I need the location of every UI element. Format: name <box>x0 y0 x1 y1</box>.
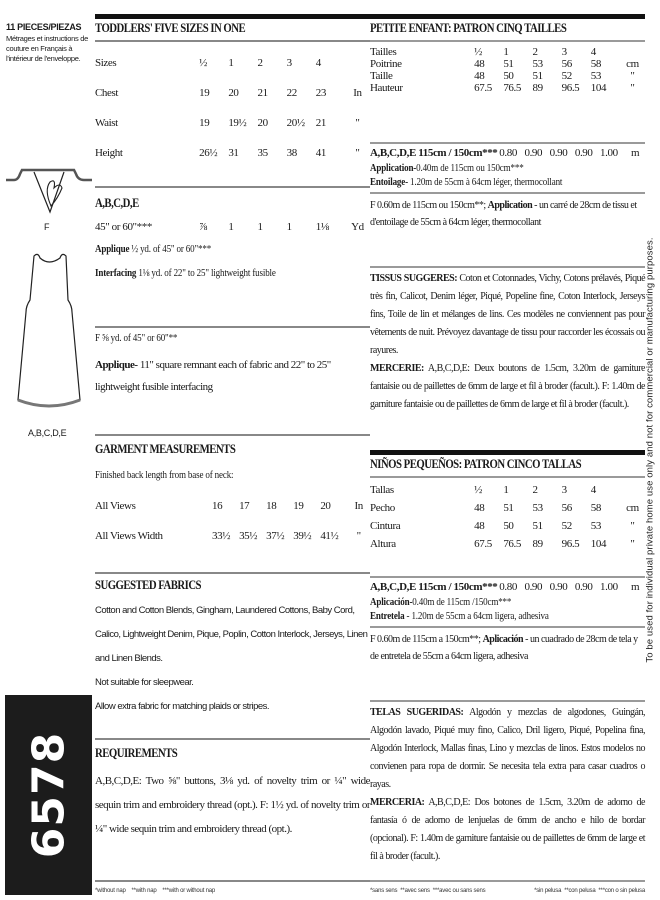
french-fabric-table <box>370 147 645 159</box>
table-row: A,B,C,D,E 115cm / 150cm*** 0.80 0.90 0.90 0.90 1.00 m <box>370 147 640 159</box>
table-row: Hauteur 67.5 76.5 89 96.5 104 " <box>370 82 635 94</box>
table-row: All Views Width 33½ 35½ 37½ 39½ 41½ " <box>95 530 361 542</box>
garment-table <box>95 491 370 551</box>
spanish-fabric-table <box>370 581 645 593</box>
english-column <box>95 14 370 894</box>
table-row: Pecho 48 51 53 56 58 cm <box>370 502 639 514</box>
view-f-applique: Applique- 11" square remnant each of fabric and 22" to 25" lightweight fusible interfacing <box>95 359 331 393</box>
abcde-fabric-table <box>95 221 370 233</box>
divider <box>370 142 645 144</box>
view-f-heading: F ⅝ yd. of 45" or 60"** <box>95 332 178 344</box>
fabrics-heading: SUGGESTED FABRICS <box>95 578 202 592</box>
spanish-entretela-line: Entretela - 1.20m de 55cm a 64cm ligera, adhesiva <box>370 610 549 622</box>
garment-subheading: Finished back length from base of neck: <box>95 469 234 481</box>
french-footnotes: *sans sens **avec sens ***avec ou sans sens <box>370 888 486 894</box>
french-sizes-table <box>370 46 645 94</box>
divider <box>370 14 645 19</box>
view-f-illustration <box>4 160 92 218</box>
divider <box>370 450 645 455</box>
section-title-spanish: NIÑOS PEQUEÑOS: PATRON CINCO TALLAS <box>370 457 582 471</box>
divider <box>95 434 370 436</box>
table-row: Chest 19 20 21 22 23 In <box>95 87 362 99</box>
view-abcde-dress-illustration <box>14 250 84 420</box>
divider <box>95 186 370 188</box>
table-row: Taille 48 50 51 52 53 " <box>370 70 635 82</box>
french-view-f-line: F 0.60m de 115cm ou 150cm**; Application - un carré de 28cm de tissu et d'entoilage de 55cm à 64cm léger, thermocollant <box>370 200 637 228</box>
sleepwear-note: Not suitable for sleepwear. <box>95 677 194 688</box>
table-row: Tailles ½ 1 2 3 4 <box>370 46 596 58</box>
french-instructions-note: Métrages et instructions de couture en Français à l'intérieur de l'enveloppe. <box>6 34 88 63</box>
left-panel <box>0 0 92 900</box>
divider <box>370 700 645 702</box>
interfacing-line: Interfacing 1⅛ yd. of 22" to 25" lightweight fusible <box>95 267 276 279</box>
table-row: Cintura 48 50 51 52 53 " <box>370 520 635 532</box>
divider <box>370 266 645 268</box>
spanish-telas: TELAS SUGERIDAS: Algodón y mezclas de algodones, Guingán, Algodón lavado, Piqué muy fino, Calico, Dril ligero, Piqué, Popelina fina, Algodón Interlock, Mallas finas, Lino y mezclas de linos. Estos modelos no convienen para ropa de dormir. Se necesita tela extra para casar cuadros o rayas. <box>370 707 645 790</box>
spanish-yardage-section <box>370 576 645 665</box>
suggested-fabrics-section <box>95 572 370 719</box>
pattern-number-block <box>5 695 92 895</box>
vertical-usage-notice: To be used for individual private home use only and not for commercial or manufacturing purposes. <box>644 237 656 663</box>
requirements-text: A,B,C,D,E: Two ⅝" buttons, 3⅛ yd. of novelty trim or ¼" wide sequin trim and embroidery thread (opt.). F: 1½ yd. of novelty trim or ¼" wide sequin trim and embroidery thread (opt.). <box>95 775 370 835</box>
requirements-section <box>95 738 370 841</box>
section-title-french: PETITE ENFANT: PATRON CINQ TAILLES <box>370 21 567 35</box>
table-row: Waist 19 19½ 20 20½ 21 " <box>95 117 360 129</box>
divider <box>370 576 645 578</box>
divider <box>370 880 645 882</box>
divider <box>95 40 370 42</box>
spanish-sizes-table <box>370 481 645 553</box>
fabrics-text: Cotton and Cotton Blends, Gingham, Laundered Cottons, Baby Cord, Calico, Lightweight Denim, Pique, Poplin, Cotton Interlock, Jerseys, Linen and Linen Blends. <box>95 605 368 664</box>
requirements-heading: REQUIREMENTS <box>95 746 178 760</box>
applique-line: Applique ½ yd. of 45" or 60"*** <box>95 243 212 255</box>
garment-heading: GARMENT MEASUREMENTS <box>95 442 236 456</box>
table-row: A,B,C,D,E 115cm / 150cm*** 0.80 0.90 0.90 0.90 1.00 m <box>370 581 640 593</box>
english-sizes-table <box>95 48 370 168</box>
view-f-yardage-section <box>95 326 370 398</box>
plaids-note: Allow extra fabric for matching plaids or stripes. <box>95 701 270 712</box>
table-row: Height 26½ 31 35 38 41 " <box>95 147 360 159</box>
divider <box>370 476 645 478</box>
divider <box>370 626 645 628</box>
spanish-fabrics-section <box>370 700 645 866</box>
divider <box>370 192 645 194</box>
table-row: All Views 16 17 18 19 20 In <box>95 500 363 512</box>
abcde-heading: A,B,C,D,E <box>95 196 139 210</box>
table-row: 45" or 60"*** ⅞ 1 1 1 1⅛ Yd <box>95 221 364 233</box>
french-fabrics-section <box>370 266 645 414</box>
french-spanish-footnotes <box>370 880 645 894</box>
english-footnotes: *without nap **with nap ***with or without nap <box>95 880 370 894</box>
divider <box>95 14 370 19</box>
french-mercerie: MERCERIE: A,B,C,D,E: Deux boutons de 1.5cm, 3.20m de garniture fantaisie ou de paillettes de 6mm de large et fil à broder (facult.). F: 1.40m de garniture fantaisie ou de paillettes de 6mm de large et fil à broder (facult.). <box>370 363 645 410</box>
spanish-view-f-line: F 0.60m de 115cm a 150cm**; Aplicación - un cuadrado de 28cm de tela y de entretela de 55cm a 64cm ligera, adhesiva <box>370 634 638 662</box>
piece-count: 11 PIECES/PIEZAS <box>6 22 82 32</box>
view-abcde-label: A,B,C,D,E <box>28 428 67 438</box>
table-row: Poitrine 48 51 53 56 58 cm <box>370 58 639 70</box>
view-f-label: F <box>44 222 50 232</box>
pattern-number: 6578 <box>23 731 74 859</box>
spanish-aplicacion-line: Aplicación-0.40m de 115cm /150cm*** <box>370 596 512 608</box>
divider <box>95 572 370 574</box>
french-spanish-column <box>370 14 646 894</box>
spanish-footnotes: *sin pelusa **con pelusa ***con o sin pelusa <box>534 888 645 894</box>
garment-measurements-section <box>95 434 370 551</box>
table-row: Altura 67.5 76.5 89 96.5 104 " <box>370 538 635 550</box>
section-title-english: TODDLERS' FIVE SIZES IN ONE <box>95 21 246 35</box>
french-entoilage-line: Entoilage- 1.20m de 55cm à 64cm léger, thermocollant <box>370 176 563 188</box>
divider <box>95 326 370 328</box>
spanish-merceria: MERCERIA: A,B,C,D,E: Dos botones de 1.5cm, 3.20m de adorno de fantasía ó de adorno de lenjuelas de 6mm de ancho e hilo de bordar (opcional). F: 1.40m de garniture fantaisie ou de paillettes de 6mm de large et fil à broder (facult.). <box>370 797 645 862</box>
table-row: Sizes ½ 1 2 3 4 <box>95 57 321 69</box>
divider <box>95 880 370 882</box>
french-yardage-section <box>370 142 645 231</box>
divider <box>370 40 645 42</box>
spanish-section <box>370 450 645 553</box>
french-application-line: Application-0.40m de 115cm ou 150cm*** <box>370 162 524 174</box>
table-row: Tallas ½ 1 2 3 4 <box>370 484 596 496</box>
french-tissus: TISSUS SUGGERES: Coton et Cotonnades, Vichy, Cotons prélavés, Piqué très fin, Calicot, Denim léger, Piqué, Popeline fine, Coton Interlock, Jerseys fins, Toile de lin et mélanges de lins. Ces modèles ne conviennent pas pour vêtements de nuit. Prévoyez davantage de tissu pour raccorder les écossais ou rayures. <box>370 273 646 356</box>
abcde-yardage-section <box>95 186 370 279</box>
divider <box>95 738 370 740</box>
